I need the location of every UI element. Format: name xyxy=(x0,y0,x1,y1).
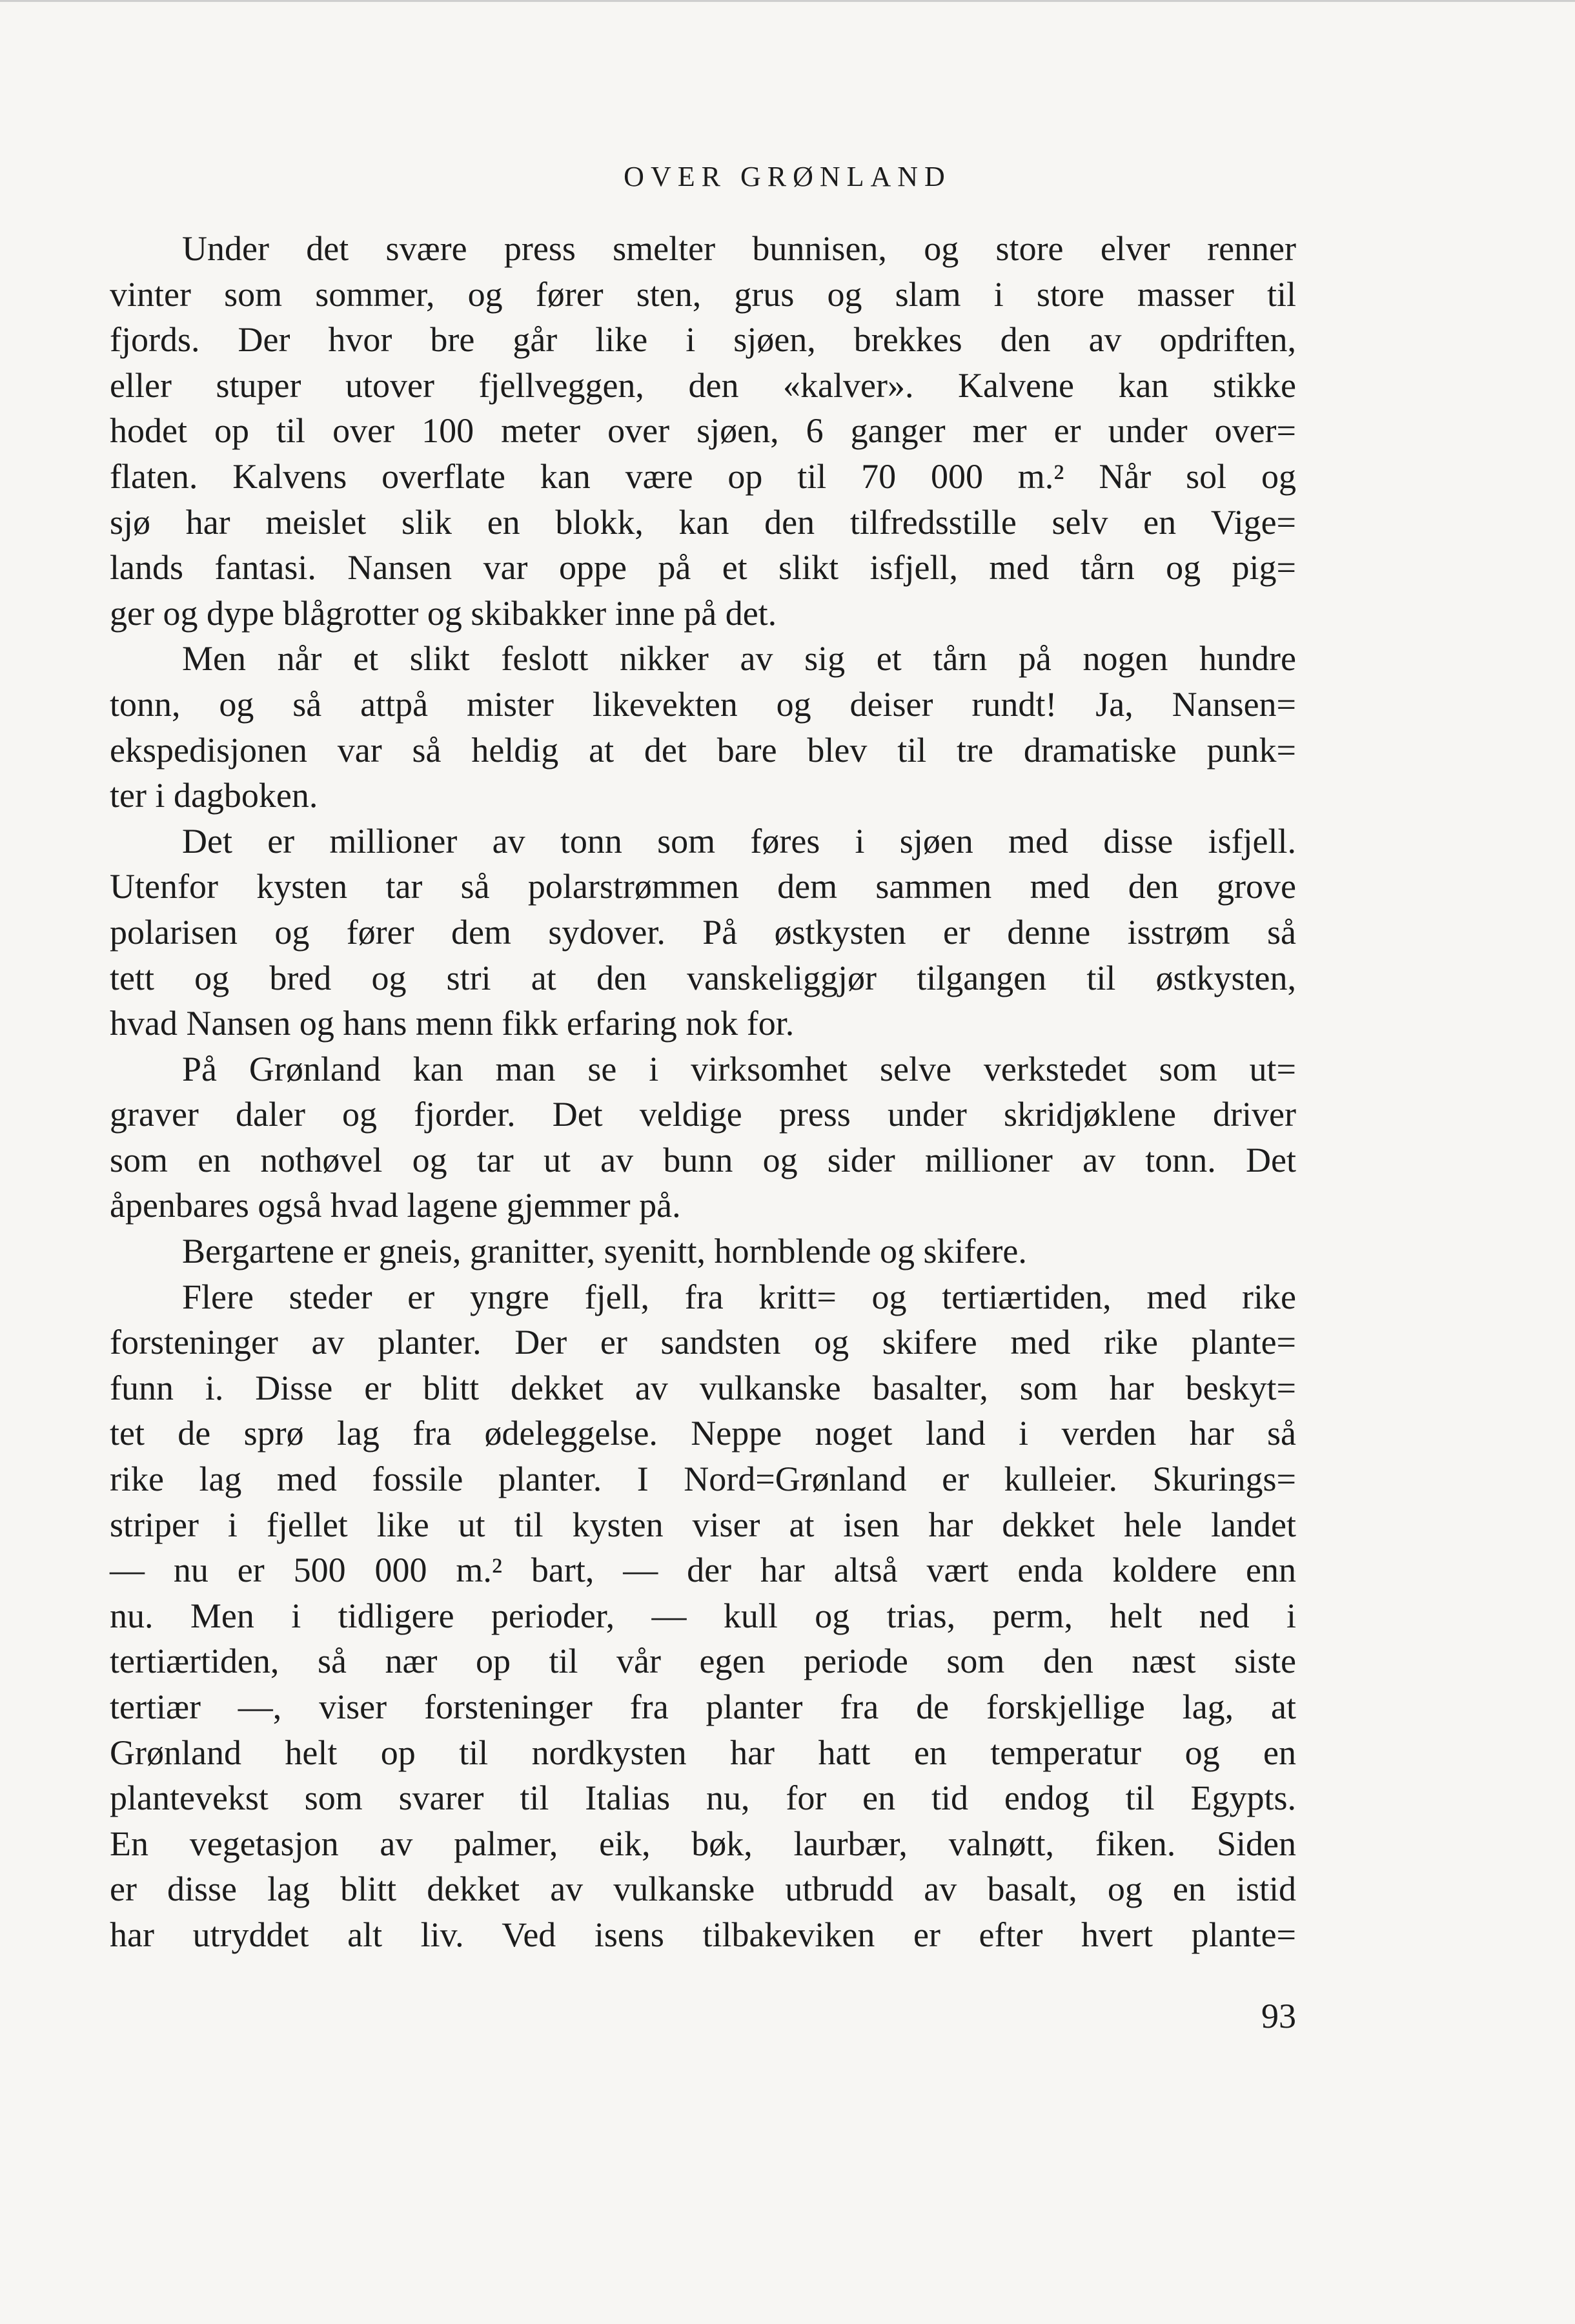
text-line: åpenbares også hvad lagene gjemmer på. xyxy=(110,1186,681,1225)
text-line: tett og bred og stri at den vanskeliggjør tilgangen til østkysten, xyxy=(110,958,1296,997)
text-line: lands fantasi. Nansen var oppe på et slikt isfjell, med tårn og pig= xyxy=(110,548,1296,587)
text-line: fjords. Der hvor bre går like i sjøen, brekkes den av opdriften, xyxy=(110,320,1296,360)
text-line: På Grønland kan man se i virksomhet selve verkstedet som ut= xyxy=(182,1049,1296,1088)
text-line: tertiærtiden, så nær op til vår egen periode som den næst siste xyxy=(110,1642,1296,1681)
text-line: tonn, og så attpå mister likevekten og deiser rundt! Ja, Nansen= xyxy=(110,684,1296,724)
text-line: — nu er 500 000 m.² bart, — der har altså vært enda koldere enn xyxy=(110,1551,1296,1590)
text-line: Men når et slikt feslott nikker av sig et tårn på nogen hundre xyxy=(182,639,1296,678)
text-line: sjø har meislet slik en blokk, kan den tilfredsstille selv en Vige= xyxy=(110,502,1296,542)
text-line: vinter som sommer, og fører sten, grus og slam i store masser til xyxy=(110,274,1296,314)
text-line: Flere steder er yngre fjell, fra kritt= og tertiærtiden, med rike xyxy=(182,1277,1296,1316)
text-line: tet de sprø lag fra ødeleggelse. Neppe noget land i verden har så xyxy=(110,1414,1296,1453)
body-text xyxy=(110,226,1296,1958)
text-line: er disse lag blitt dekket av vulkanske utbrudd av basalt, og en istid xyxy=(110,1870,1296,1909)
text-line: En vegetasjon av palmer, eik, bøk, laurbær, valnøtt, fiken. Siden xyxy=(110,1824,1296,1863)
text-line: Grønland helt op til nordkysten har hatt en temperatur og en xyxy=(110,1733,1296,1772)
text-line: forsteninger av planter. Der er sandsten og skifere med rike plante= xyxy=(110,1323,1296,1362)
text-line: ekspedisjonen var så heldig at det bare blev til tre dramatiske punk= xyxy=(110,730,1296,770)
text-line: Det er millioner av tonn som føres i sjøen med disse isfjell. xyxy=(182,821,1296,861)
text-line: Utenfor kysten tar så polarstrømmen dem sammen med den grove xyxy=(110,867,1296,906)
text-line: graver daler og fjorder. Det veldige press under skridjøklene driver xyxy=(110,1095,1296,1134)
text-line: rike lag med fossile planter. I Nord=Grønland er kulleier. Skurings= xyxy=(110,1460,1296,1499)
text-line: plantevekst som svarer til Italias nu, for en tid endog til Egypts. xyxy=(110,1779,1296,1818)
page-number: 93 xyxy=(1261,1997,1296,2035)
text-line: ter i dagboken. xyxy=(110,776,318,815)
text-line: flaten. Kalvens overflate kan være op til 70 000 m.² Når sol og xyxy=(110,456,1296,496)
text-line: har utryddet alt liv. Ved isens tilbakeviken er efter hvert plante= xyxy=(110,1915,1296,1954)
running-head: OVER GRØNLAND xyxy=(624,161,951,192)
text-line: tertiær —, viser forsteninger fra planter fra de forskjellige lag, at xyxy=(110,1687,1296,1726)
text-line: som en nothøvel og tar ut av bunn og sider millioner av tonn. Det xyxy=(110,1140,1296,1179)
text-line: hodet op til over 100 meter over sjøen, 6 ganger mer er under over= xyxy=(110,411,1296,451)
text-line: polarisen og fører dem sydover. På østkysten er denne isstrøm så xyxy=(110,912,1296,952)
text-line: eller stuper utover fjellveggen, den «kalver». Kalvene kan stikke xyxy=(110,365,1296,405)
text-line: ger og dype blågrotter og skibakker inne på det. xyxy=(110,593,777,633)
text-line: funn i. Disse er blitt dekket av vulkanske basalter, som har beskyt= xyxy=(110,1368,1296,1407)
text-line: Under det svære press smelter bunnisen, og store elver renner xyxy=(182,229,1296,268)
page-edge xyxy=(0,0,1575,2)
text-line: striper i fjellet like ut til kysten viser at isen har dekket hele landet xyxy=(110,1505,1296,1544)
text-line: nu. Men i tidligere perioder, — kull og trias, perm, helt ned i xyxy=(110,1596,1296,1635)
text-line: hvad Nansen og hans menn fikk erfaring nok for. xyxy=(110,1004,795,1043)
text-line: Bergartene er gneis, granitter, syenitt, hornblende og skifere. xyxy=(182,1232,1027,1271)
